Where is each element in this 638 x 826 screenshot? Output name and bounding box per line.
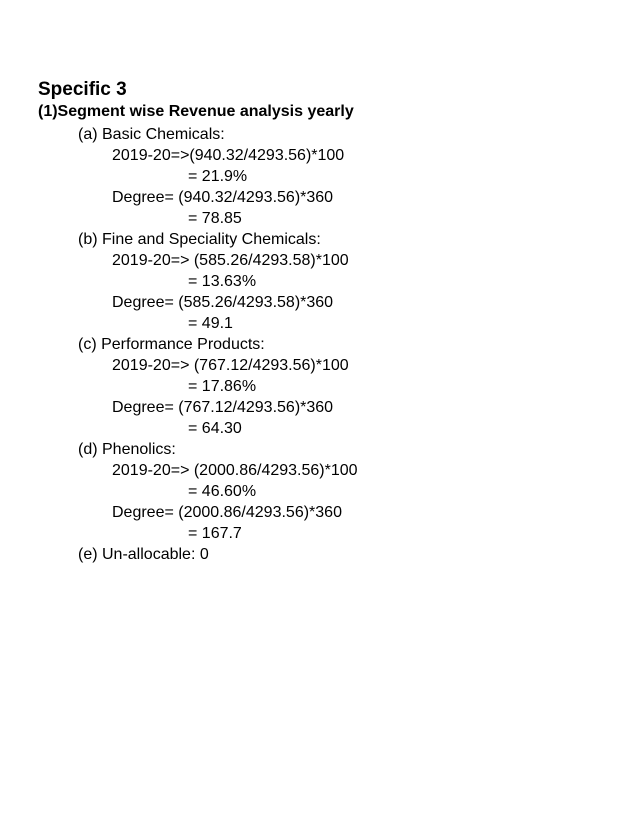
- segment-a-percent-formula: 2019-20=>(940.32/4293.56)*100: [112, 147, 345, 164]
- segment-d-degree-formula: Degree= (2000.86/4293.56)*360: [112, 504, 342, 521]
- segment-b-percent-result: = 13.63%: [188, 273, 257, 290]
- page-title: Specific 3: [38, 79, 127, 100]
- segment-c-degree-result: = 64.30: [188, 420, 242, 437]
- segment-b-degree-formula: Degree= (585.26/4293.58)*360: [112, 294, 334, 311]
- segment-d-percent-result: = 46.60%: [188, 483, 257, 500]
- segment-e-line: (e) Un-allocable: 0: [78, 546, 209, 563]
- segment-c-percent-formula: 2019-20=> (767.12/4293.56)*100: [112, 357, 349, 374]
- segment-d-degree-result: = 167.7: [188, 525, 242, 542]
- segment-c-degree-formula: Degree= (767.12/4293.56)*360: [112, 399, 334, 416]
- segment-c-heading: (c) Performance Products:: [78, 336, 265, 353]
- segment-d-heading: (d) Phenolics:: [78, 441, 176, 458]
- segment-b-degree-result: = 49.1: [188, 315, 233, 332]
- segment-b-heading: (b) Fine and Speciality Chemicals:: [78, 231, 321, 248]
- segment-c-percent-result: = 17.86%: [188, 378, 257, 395]
- segment-a-heading: (a) Basic Chemicals:: [78, 126, 225, 143]
- segment-d-percent-formula: 2019-20=> (2000.86/4293.56)*100: [112, 462, 358, 479]
- segment-a-degree-formula: Degree= (940.32/4293.56)*360: [112, 189, 334, 206]
- segment-b-percent-formula: 2019-20=> (585.26/4293.58)*100: [112, 252, 349, 269]
- segment-a-degree-result: = 78.85: [188, 210, 242, 227]
- section-heading: (1)Segment wise Revenue analysis yearly: [38, 103, 354, 120]
- segment-a-percent-result: = 21.9%: [188, 168, 248, 185]
